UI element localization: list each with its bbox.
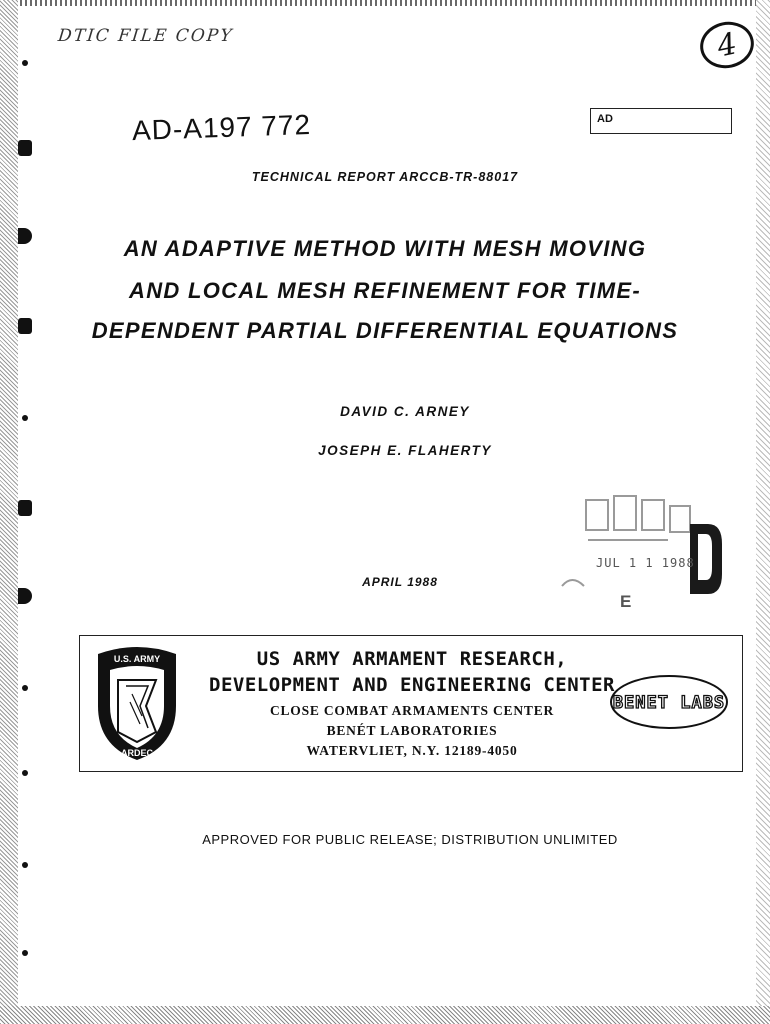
punch-hole xyxy=(22,950,28,956)
ad-number-box: AD xyxy=(590,108,732,134)
circled-number: 4 xyxy=(696,17,758,73)
handwritten-file-note: DTIC FILE COPY xyxy=(56,26,235,46)
org-line-5: WATERVLIET, N.Y. 12189-4050 xyxy=(306,743,518,758)
org-line-3: CLOSE COMBAT ARMAMENTS CENTER xyxy=(269,703,555,718)
report-number: TECHNICAL REPORT ARCCB-TR-88017 xyxy=(251,170,519,184)
stamp-date: JUL 1 1 1988 xyxy=(596,556,695,570)
ad-accession-number: AD-A197 772 xyxy=(131,108,312,147)
scan-right-edge xyxy=(756,0,770,1024)
title-line-3: DEPENDENT PARTIAL DIFFERENTIAL EQUATIONS xyxy=(91,318,679,343)
stamp-letter: E xyxy=(620,592,632,611)
title-line-1: AN ADAPTIVE METHOD WITH MESH MOVING xyxy=(123,236,647,261)
title-line-2: AND LOCAL MESH REFINEMENT FOR TIME- xyxy=(129,278,641,303)
dtic-electe-stamp xyxy=(548,490,728,610)
scan-bottom-edge xyxy=(0,1006,770,1024)
benet-labs-logo xyxy=(608,672,730,732)
punch-hole xyxy=(22,770,28,776)
punch-hole xyxy=(22,60,28,66)
author-1: DAVID C. ARNEY xyxy=(340,404,470,419)
benet-logo-text: BENET LABS xyxy=(612,693,726,713)
shield-top-text: U.S. ARMY xyxy=(113,654,161,664)
organization-banner xyxy=(79,635,743,772)
punch-hole xyxy=(18,588,32,604)
org-line-4: BENÉT LABORATORIES xyxy=(326,723,498,738)
punch-hole xyxy=(18,500,32,516)
punch-hole xyxy=(22,862,28,868)
org-line-2: DEVELOPMENT AND ENGINEERING CENTER xyxy=(209,674,615,696)
author-2: JOSEPH E. FLAHERTY xyxy=(318,443,492,458)
org-line-1: US ARMY ARMAMENT RESEARCH, xyxy=(256,648,568,670)
shield-bottom-text: ARDEC xyxy=(120,748,154,758)
punch-hole xyxy=(18,140,32,156)
report-date: APRIL 1988 xyxy=(362,575,438,589)
scan-left-edge xyxy=(0,0,18,1024)
distribution-statement: APPROVED FOR PUBLIC RELEASE; DISTRIBUTION UNLIMITED xyxy=(202,832,618,847)
punch-hole xyxy=(22,685,28,691)
scan-top-edge xyxy=(0,0,770,6)
